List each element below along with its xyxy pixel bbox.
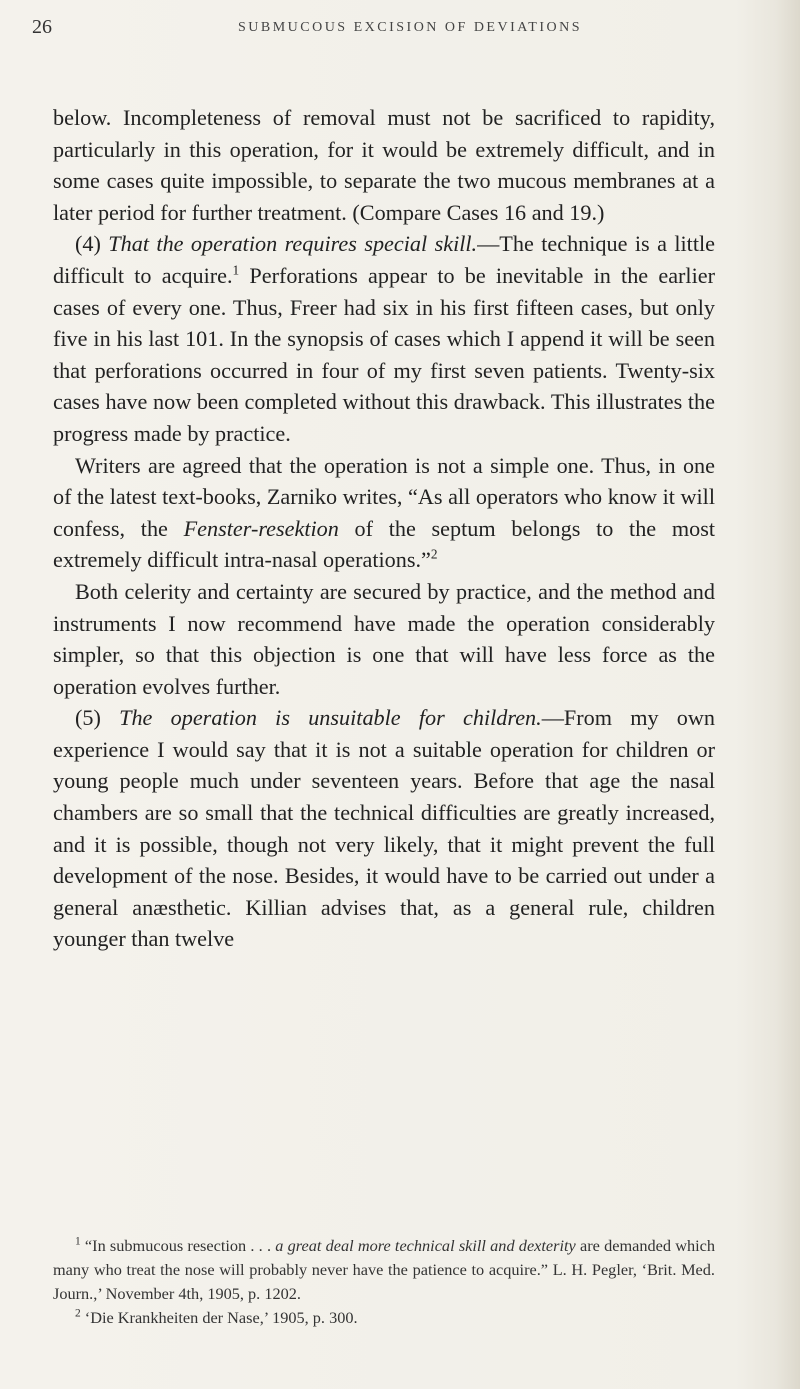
italic-term: Fenster-resektion bbox=[183, 515, 339, 541]
paragraph-text: —The technique is a little difficult to acquire. bbox=[53, 231, 716, 288]
footnote-text: are demanded which many who treat the nose will probably never have the patience to acquire.” L. H. Pegler, ‘Brit. Med. Journ.,’ November 4th, 1905, p. 1202. bbox=[53, 1236, 715, 1303]
paragraph-text: Perforations appear to be inevitable in the earlier cases of every one. Thus, Freer had six in his first fifteen cases, but only five in his last 101. In the synopsis of cases which I append it will be seen that perforations occurred in four of my first seven patients. Twenty-six cases have now been completed without this drawback. This illustrates the progress made by practice. bbox=[53, 262, 715, 446]
running-head: SUBMUCOUS EXCISION OF DEVIATIONS bbox=[237, 20, 583, 35]
paragraph-text: of the septum belongs to the most extremely difficult intra-nasal operations.” bbox=[53, 515, 715, 573]
paragraph-continuation: below. Incompleteness of removal must not be sacrificed to rapidity, particularly in this operation, for it would be extremely difficult, and in some cases quite impossible, to separate the two mucous membranes at a later period for further treatment. (Compare Cases 16 and 19.) bbox=[53, 105, 715, 225]
footnote-2 bbox=[53, 1306, 715, 1330]
footnote-text: “In submucous resection . . . bbox=[84, 1236, 276, 1255]
body-text bbox=[53, 102, 715, 955]
paragraph-text: —From my own experience I would say that it is not a suitable operation for children or young people much under seventeen years. Before that age the nasal chambers are so small that the technical difficulties are greatly increased, and it is possible, though not very likely, that it might prevent the full development of the nose. Besides, it would have to be carried out under a general anæsthetic. Killian advises that, as a general rule, children younger than twelve bbox=[53, 705, 715, 952]
footnote-text: ‘Die Krankheiten der Nase,’ 1905, p. 300. bbox=[84, 1308, 358, 1327]
footnote-ref: 1 bbox=[232, 262, 240, 278]
page-header bbox=[32, 16, 710, 44]
footnotes bbox=[53, 1234, 715, 1330]
paragraph-children bbox=[53, 702, 715, 955]
page-number: 26 bbox=[32, 16, 52, 38]
paragraph-celerity: Both celerity and certainty are secured by practice, and the method and instruments I now recommend have made the operation considerably simpler, so that this objection is one that will have less force as the operation evolves further. bbox=[53, 578, 715, 699]
item-number: (4) bbox=[75, 231, 101, 257]
footnote-ref: 2 bbox=[430, 546, 438, 562]
footnote-mark: 1 bbox=[75, 1235, 81, 1248]
paragraph-special-skill bbox=[53, 228, 715, 449]
section-heading: The operation is unsuitable for children. bbox=[119, 705, 542, 731]
section-heading: That the operation requires special skill. bbox=[108, 231, 478, 257]
paragraph-text: Writers are agreed that the operation is not a simple one. Thus, in one of the latest text-books, Zarniko writes, “As all operators who know it will confess, the bbox=[53, 452, 715, 541]
footnote-1 bbox=[53, 1234, 715, 1306]
footnote-mark: 2 bbox=[75, 1307, 81, 1320]
footnote-italic: a great deal more technical skill and dexterity bbox=[275, 1236, 576, 1255]
item-number: (5) bbox=[75, 705, 101, 731]
paragraph-writers-agreed bbox=[53, 450, 715, 576]
